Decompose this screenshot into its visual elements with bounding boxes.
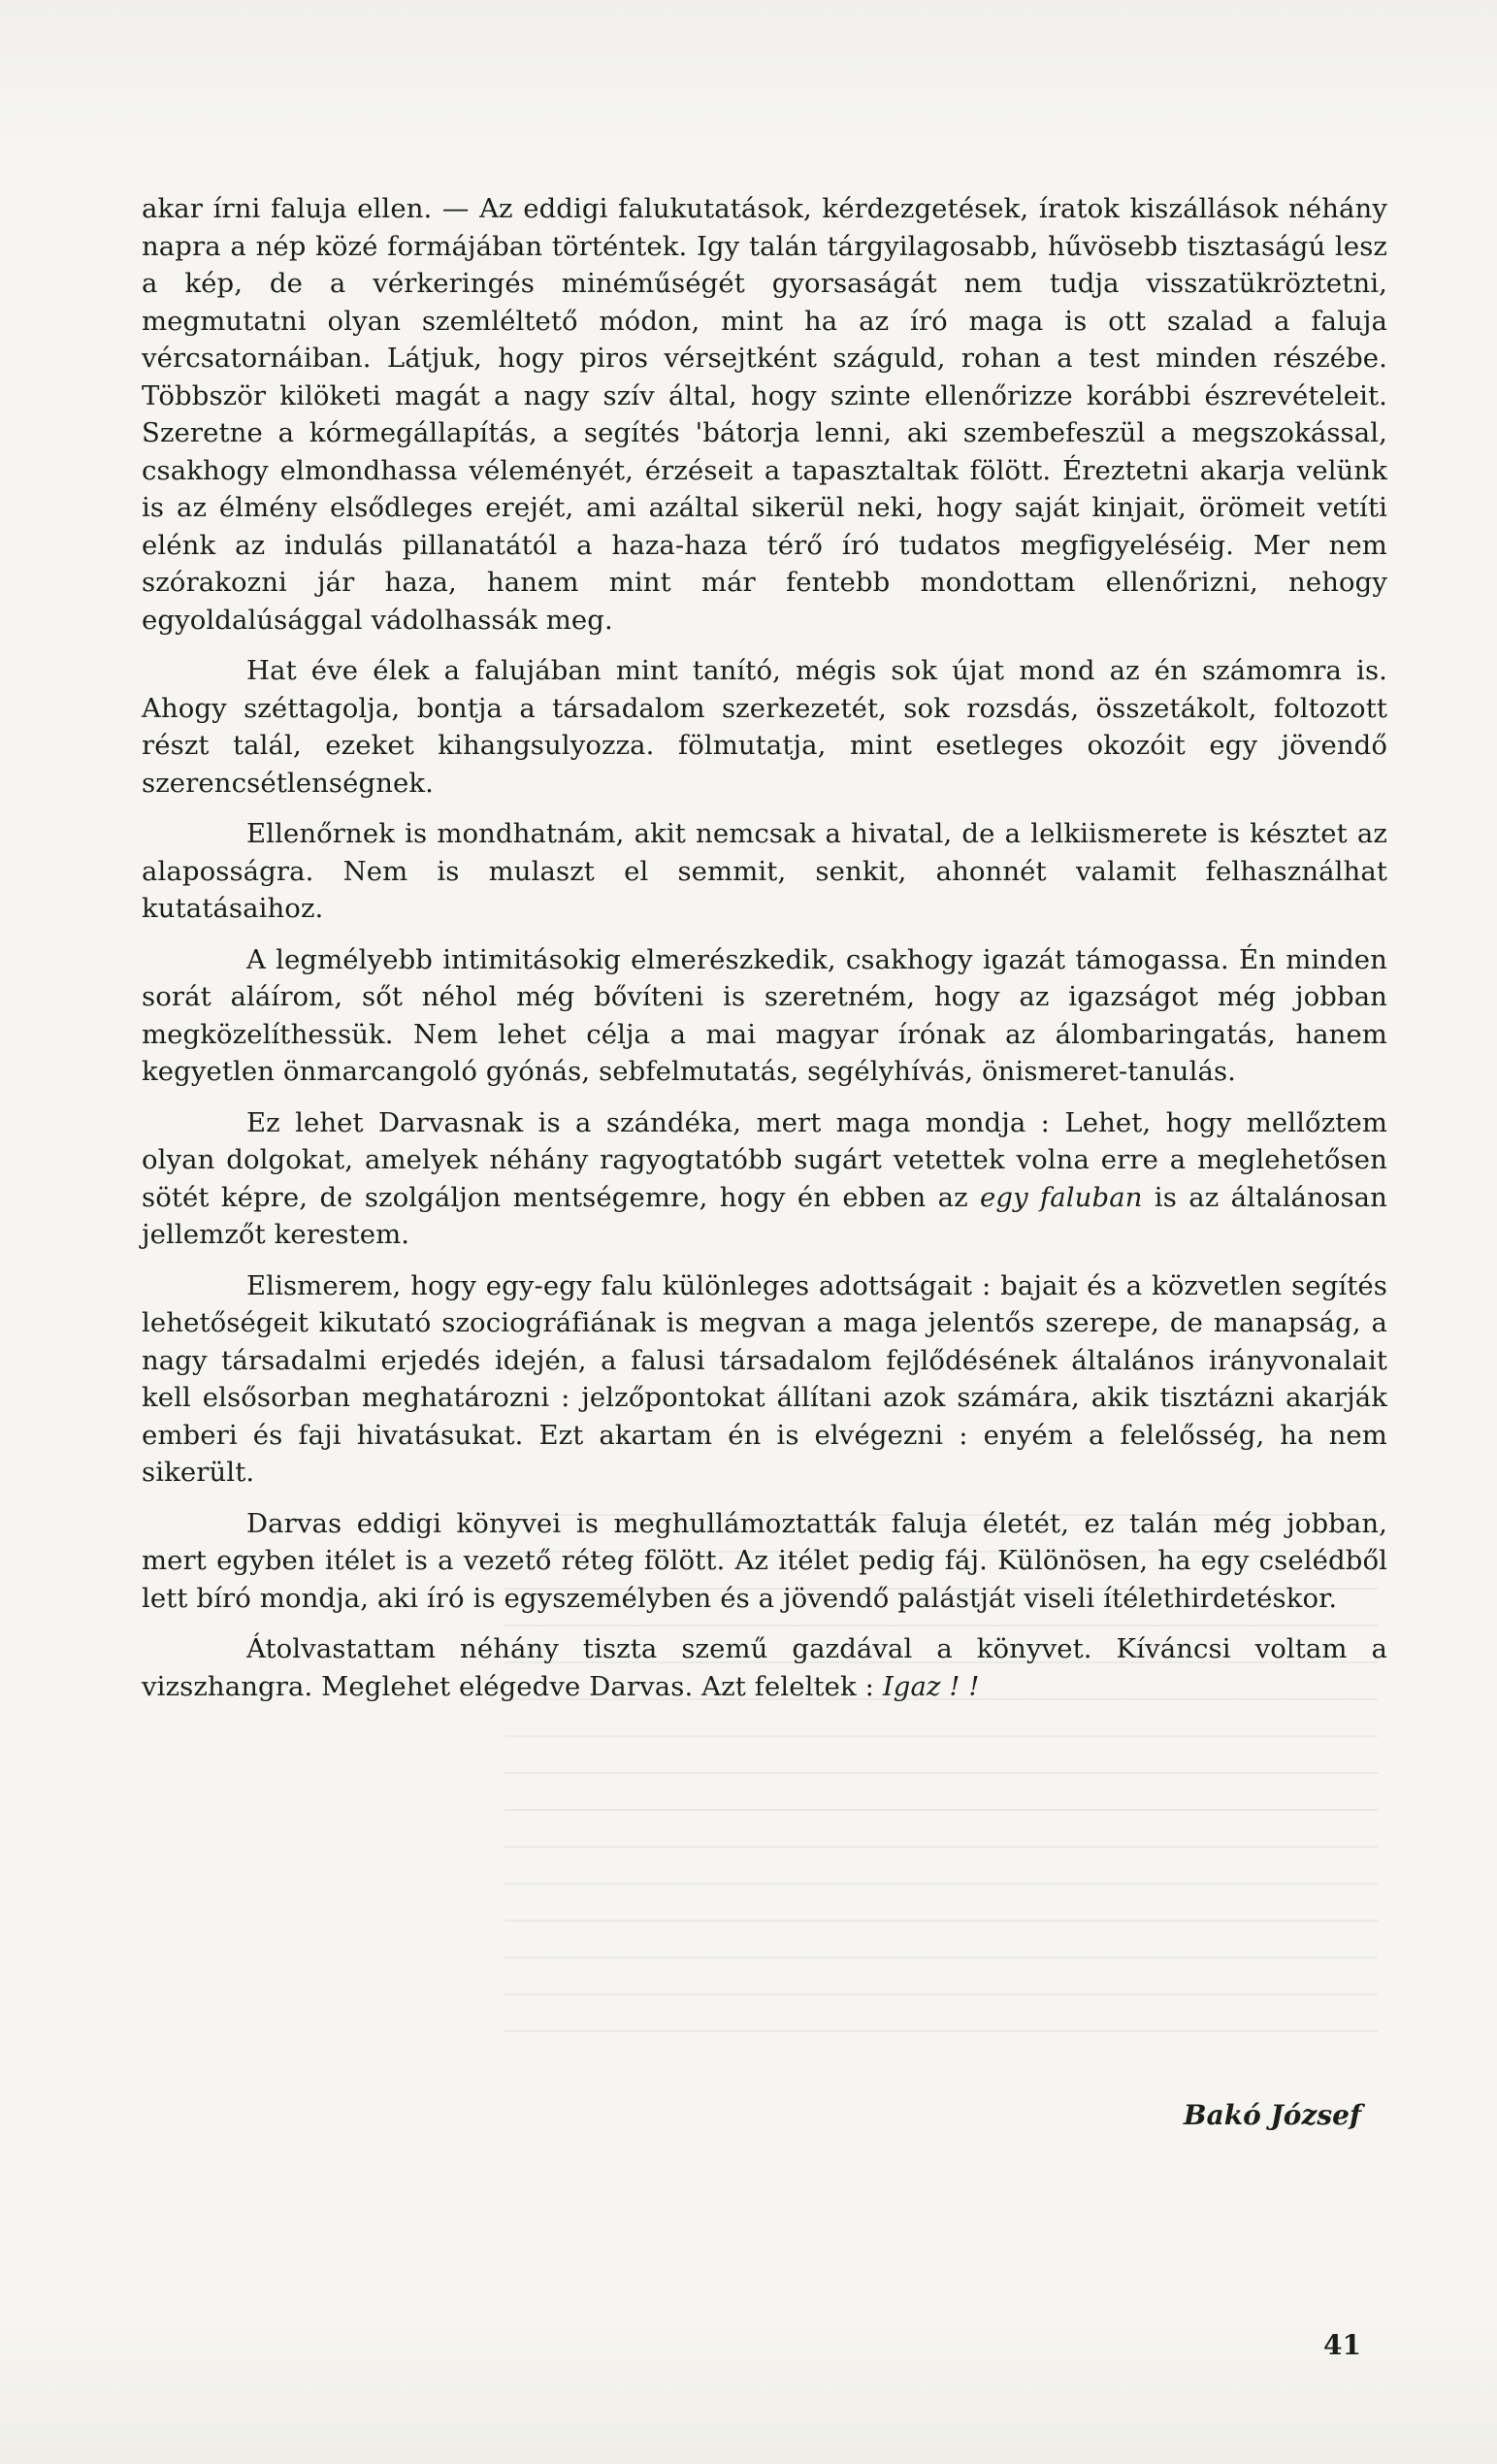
paragraph-text: Átolvastattam néhány tiszta szemű gazdával a könyvet. Kíváncsi voltam a vizszhangra. Meglehet elégedve Darvas. Azt feleltek : <box>142 1633 1387 1702</box>
article-body <box>142 190 1387 1719</box>
paragraph: Ellenőrnek is mondhatnám, akit nemcsak a hivatal, de a lelkiismerete is késztet az alaposságra. Nem is mulaszt el semmit, senkit, ahonnét valamit felhasználhat kutatásaihoz. <box>142 818 1387 924</box>
paragraph: Hat éve élek a falujában mint tanító, mégis sok újat mond az én számomra is. Ahogy széttagolja, bontja a társadalom szerkezetét, sok rozsdás, összetákolt, foltozott részt talál, ezeket kihangsulyozza. fölmutatja, mint esetleges okozóit egy jövendő szerencsétlenségnek. <box>142 655 1387 799</box>
paragraph <box>142 1104 1387 1254</box>
emphasized-text: Igaz ! ! <box>882 1670 980 1702</box>
paragraph-text: Ez lehet Darvasnak is a szándéka, mert maga mondja : Lehet, hogy mellőztem olyan dolgokat, amelyek néhány ragyogtatóbb sugárt vetettek volna erre a meglehetősen sötét képre, de szolgáljon mentségemre, hogy én ebben az <box>142 1106 1387 1213</box>
paragraph <box>142 1630 1387 1705</box>
page-number: 41 <box>1323 2329 1361 2361</box>
author-signature: Bakó József <box>1183 2099 1361 2131</box>
paragraph: A legmélyebb intimitásokig elmerészkedik, csakhogy igazát támogassa. Én minden sorát aláírom, sőt néhol még bővíteni is szeretném, hogy az igazságot még jobban megközelíthessük. Nem lehet célja a mai magyar írónak az álombaringatás, hanem kegyetlen önmarcangoló gyónás, sebfelmutatás, segélyhívás, önismeret-tanulás. <box>142 943 1387 1087</box>
paragraph: Elismerem, hogy egy-egy falu különleges adottságait : bajait és a közvetlen segítés lehetőségeit kikutató szociográfiának is megvan a maga jelentős szerepe, de manapság, a nagy társadalmi erjedés idején, a falusi társadalom fejlődésének általános irányvonalait kell elsősorban meghatározni : jelzőpontokat állítani azok számára, akik tisztázni akarják emberi és faji hivatásukat. Ezt akartam én is elvégezni : enyém a felelősség, ha nem sikerült. <box>142 1269 1387 1488</box>
emphasized-text: egy faluban <box>980 1181 1143 1213</box>
paragraph: akar írni faluja ellen. — Az eddigi falukutatások, kérdezgetések, íratok kiszállások néhány napra a nép közé formájában történtek. Igy talán tárgyilagosabb, hűvösebb tisztaságú lesz a kép, de a vérkeringés minéműségét gyorsaságát nem tudja visszatükröztetni, megmutatni olyan szemléltető módon, mint ha az író maga is ott szalad a faluja vércsatornáiban. Látjuk, hogy piros vérsejtként száguld, rohan a test minden részébe. Többször kilöketi magát a nagy szív által, hogy szinte ellenőrizze korábbi észrevételeit. Szeretne a kórmegállapítás, a segítés 'bátorja lenni, aki szembefeszül a megszokással, csakhogy elmondhassa véleményét, érzéseit a tapasztaltak fölött. Éreztetni akarja velünk is az élmény elsődleges erejét, ami azáltal sikerül neki, hogy saját kinjait, örömeit vetíti elénk az indulás pillanatától a haza-haza térő író tudatos megfigyeléséig. Mer nem szórakozni jár haza, hanem mint már fentebb mondottam ellenőrizni, nehogy egyoldalúsággal vádolhassák meg. <box>142 193 1387 636</box>
paragraph-text: is az általánosan jellemzőt kerestem. <box>142 1181 1387 1250</box>
paragraph: Darvas eddigi könyvei is meghullámoztatták faluja életét, ez talán még jobban, mert egyben itélet is a vezető réteg fölött. Az itélet pedig fáj. Különösen, ha egy cselédből lett bíró mondja, aki író is egyszemélyben és a jövendő palástját viseli ítélethirdetéskor. <box>142 1507 1387 1614</box>
